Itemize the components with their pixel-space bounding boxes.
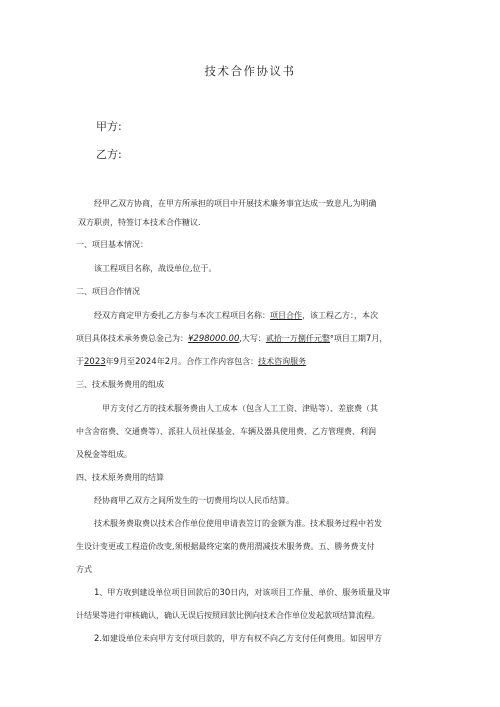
section-3-line-3: 及税金等组成。 [76,450,132,459]
s2-l2-text: 项目具体技术承务费总金己为： [76,334,188,343]
party-a-label: 甲方: [96,120,122,133]
section-4-line-4: 方式 [76,565,92,574]
section-1-body: 该工程项目名称，战设单位,位于。 [94,264,217,273]
section-4-heading: 四、技术原务费用的结算 [76,473,164,482]
fee-amount-value: ¥298000.00 [188,334,240,344]
end-month: 2 [164,357,171,367]
s2-l2-end: 月， [371,334,388,343]
document-title: 技术合作协议书 [204,64,296,78]
s2-l3-year-unit: 年 [105,357,114,366]
s5-l3-text: .如建设单位未向甲方支付项目款的，甲方有权不向乙方支付任何费用。如因甲方 [99,634,382,643]
section-2-line-1 [94,311,378,321]
end-year: 2024 [135,357,157,367]
payment-days: 30 [219,588,231,598]
fee-amount-uppercase: 贰拾一万捌仟元整 [265,334,330,343]
s5-l1-a: 、甲方收到建设单位项目回款后的 [99,588,220,597]
section-3-heading: 三、技术服务费用的组成 [76,380,164,389]
party-b-label: 乙方: [96,148,122,161]
s2-l3-year-unit-2: 年 [156,357,165,366]
section-2-line-2 [76,334,387,344]
section-4-line-3: 生设计变更或工程造价改变,须根据最终定案的费用渭减技术服务费。五、勝务费支付 [76,542,375,551]
section-5-line-3 [94,634,382,644]
s5-l1-b: 日内，对该项目工作量、单价、服务质量及审 [230,588,391,597]
section-5-line-1 [94,588,390,598]
s2-l2-post: °项目工期 [329,334,366,343]
project-name-value: 项目合作 [270,311,302,320]
section-3-line-1: 甲方支付乙方的技术服务费由人工成本（包含人工工资、津贴等）、差旅费（其 [102,404,378,413]
s2-l1-text-end: ，该工程乙方：，本次 [302,311,378,320]
intro-line-1: 经甲乙双方协商，在甲方所承担的项目中开展技术廉务事宜达成一致息凡,为明确 [94,199,377,208]
section-4-line-2: 技术服务费取费以技术合作单位使用申请表笠订的金额为准。技术服务过程中若发 [94,519,382,528]
s2-l1-text: 经双方商定甲方委扎乙方参与本次工程项目名称： [94,311,270,320]
s2-l2-mid: ,大写： [239,334,266,343]
section-3-line-2: 中含舍宿费、交通费等）、派驻人员社保基金、车辆及器具使用费、乙方管理费、利润 [76,427,376,436]
section-2-heading: 二、项目合作情况 [76,287,140,296]
work-content-value: 技术咨询服务 [258,357,307,366]
start-month: 9 [113,357,120,367]
intro-line-2: 双方职责，特签订本技术合作糖议. [78,218,201,227]
start-year: 2023 [84,357,106,367]
s2-l3-to: 月至 [119,357,136,366]
section-2-line-3 [76,357,306,367]
s2-l3-pre: 于 [76,357,84,366]
s2-l3-content-label: 月。合作工作内容包含： [170,357,259,366]
item-number-1: 1 [94,588,100,598]
section-1-heading: 一、项目基本情况： [76,240,148,249]
section-4-line-1: 经协商甲乙双方之间所发生的一切费用均以人民币结算。 [94,496,294,505]
section-5-line-2: 计结果等进行审核确认，确认无误后按照回款比例向技术合作单位发起款项结算流程。 [76,611,380,620]
item-number-2: 2 [94,634,100,644]
duration-months: 7 [365,334,372,344]
